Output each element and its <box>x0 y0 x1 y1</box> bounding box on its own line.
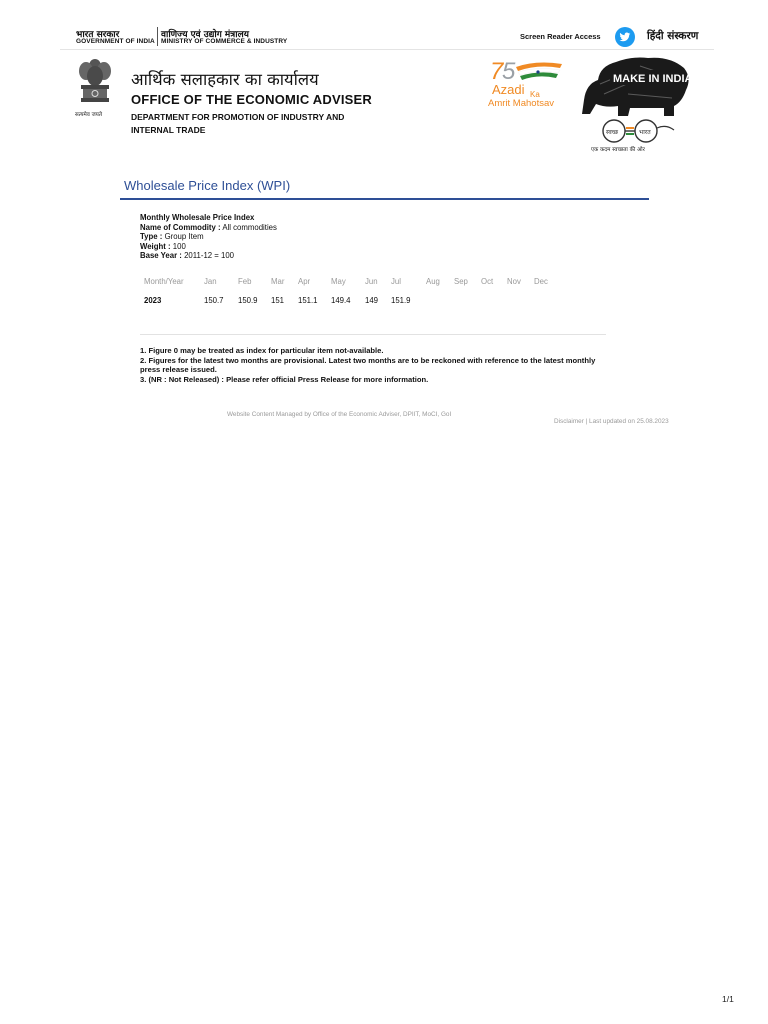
footer-separator: | <box>583 418 590 425</box>
content-managed-text: Website Content Managed by Office of the Economic Adviser, DPIIT, MoCI, GoI <box>227 411 452 418</box>
type-value: Group Item <box>164 232 204 242</box>
department-name: DEPARTMENT FOR PROMOTION OF INDUSTRY AND INTERNAL TRADE <box>131 112 345 135</box>
disclaimer-link[interactable]: Disclaimer <box>554 418 584 425</box>
twitter-bird-icon <box>615 27 635 47</box>
hindi-version-link[interactable]: हिंदी संस्करण <box>647 30 699 42</box>
col-month-year: Month/Year <box>144 277 184 286</box>
svg-text:7: 7 <box>490 58 504 85</box>
twitter-icon[interactable] <box>615 27 635 47</box>
col-nov: Nov <box>507 277 521 286</box>
commodity-value: All commodities <box>222 222 277 232</box>
weight-label: Weight : <box>140 241 171 251</box>
value-mar: 151 <box>271 296 285 305</box>
note-1: 1. Figure 0 may be treated as index for particular item not-available. <box>140 346 384 355</box>
bharat-text: भारत <box>639 129 651 136</box>
header-rule <box>60 49 714 50</box>
swachh-caption: एक कदम स्वच्छता की ओर <box>591 147 645 153</box>
col-jun: Jun <box>365 277 378 286</box>
note-3: 3. (NR : Not Released) : Please refer official Press Release for more information. <box>140 374 429 384</box>
value-apr: 151.1 <box>298 296 318 305</box>
section-divider <box>140 334 606 335</box>
swachh-bharat-logo <box>596 118 676 144</box>
row-year: 2023 <box>144 296 162 305</box>
col-mar: Mar <box>271 277 285 286</box>
col-aug: Aug <box>426 277 440 286</box>
gov-english-label: GOVERNMENT OF INDIA <box>76 38 155 45</box>
commodity-info <box>140 213 277 261</box>
make-in-india-lion-logo <box>580 54 692 120</box>
ministry-hindi-label: वाणिज्य एवं उद्योग मंत्रालय <box>161 30 249 40</box>
footer-meta <box>554 418 669 425</box>
value-jan: 150.7 <box>204 296 224 305</box>
value-feb: 150.9 <box>238 296 258 305</box>
azadi-text: Azadi <box>492 82 525 97</box>
page-counter: 1/1 <box>722 994 734 1004</box>
swachh-text: स्वच्छ <box>606 129 619 136</box>
notes-section <box>140 346 610 384</box>
col-may: May <box>331 277 346 286</box>
svg-text:5: 5 <box>502 58 516 85</box>
col-jul: Jul <box>391 277 401 286</box>
screen-reader-access-link[interactable]: Screen Reader Access <box>520 32 601 41</box>
base-year-label: Base Year : <box>140 251 182 261</box>
commodity-label: Name of Commodity : <box>140 222 221 232</box>
info-heading: Monthly Wholesale Price Index <box>140 213 255 222</box>
value-jul: 151.9 <box>391 296 411 305</box>
type-label: Type : <box>140 232 163 242</box>
col-feb: Feb <box>238 277 252 286</box>
make-in-india-text: MAKE IN INDIA <box>613 73 692 85</box>
value-jun: 149 <box>365 296 379 305</box>
amrit-mahotsav-text: Amrit Mahotsav <box>488 98 554 109</box>
azadi-ka-amrit-mahotsav-logo <box>488 54 572 110</box>
office-english-title: OFFICE OF THE ECONOMIC ADVISER <box>131 92 372 107</box>
page-title: Wholesale Price Index (WPI) <box>124 178 291 193</box>
office-hindi-title: आर्थिक सलाहकार का कार्यालय <box>131 70 319 89</box>
ministry-english-label: MINISTRY OF COMMERCE & INDUSTRY <box>161 38 288 45</box>
national-emblem-icon <box>76 56 114 110</box>
header-divider <box>157 27 158 46</box>
note-2: 2. Figures for the latest two months are provisional. Latest two months are to be reckoned with reference to the latest monthly press release issued. <box>140 355 596 375</box>
gov-hindi-label: भारत सरकार <box>76 30 120 40</box>
weight-value: 100 <box>172 241 186 251</box>
emblem-caption: सत्यमेव जयते <box>75 112 103 118</box>
value-may: 149.4 <box>331 296 351 305</box>
col-dec: Dec <box>534 277 548 286</box>
title-underline <box>120 198 649 200</box>
base-year-value: 2011-12 = 100 <box>184 251 235 261</box>
col-sep: Sep <box>454 277 468 286</box>
last-updated-text: Last updated on 25.08.2023 <box>589 418 669 425</box>
azadi-ka-text: Ka <box>530 90 540 99</box>
col-oct: Oct <box>481 277 494 286</box>
col-jan: Jan <box>204 277 217 286</box>
col-apr: Apr <box>298 277 311 286</box>
